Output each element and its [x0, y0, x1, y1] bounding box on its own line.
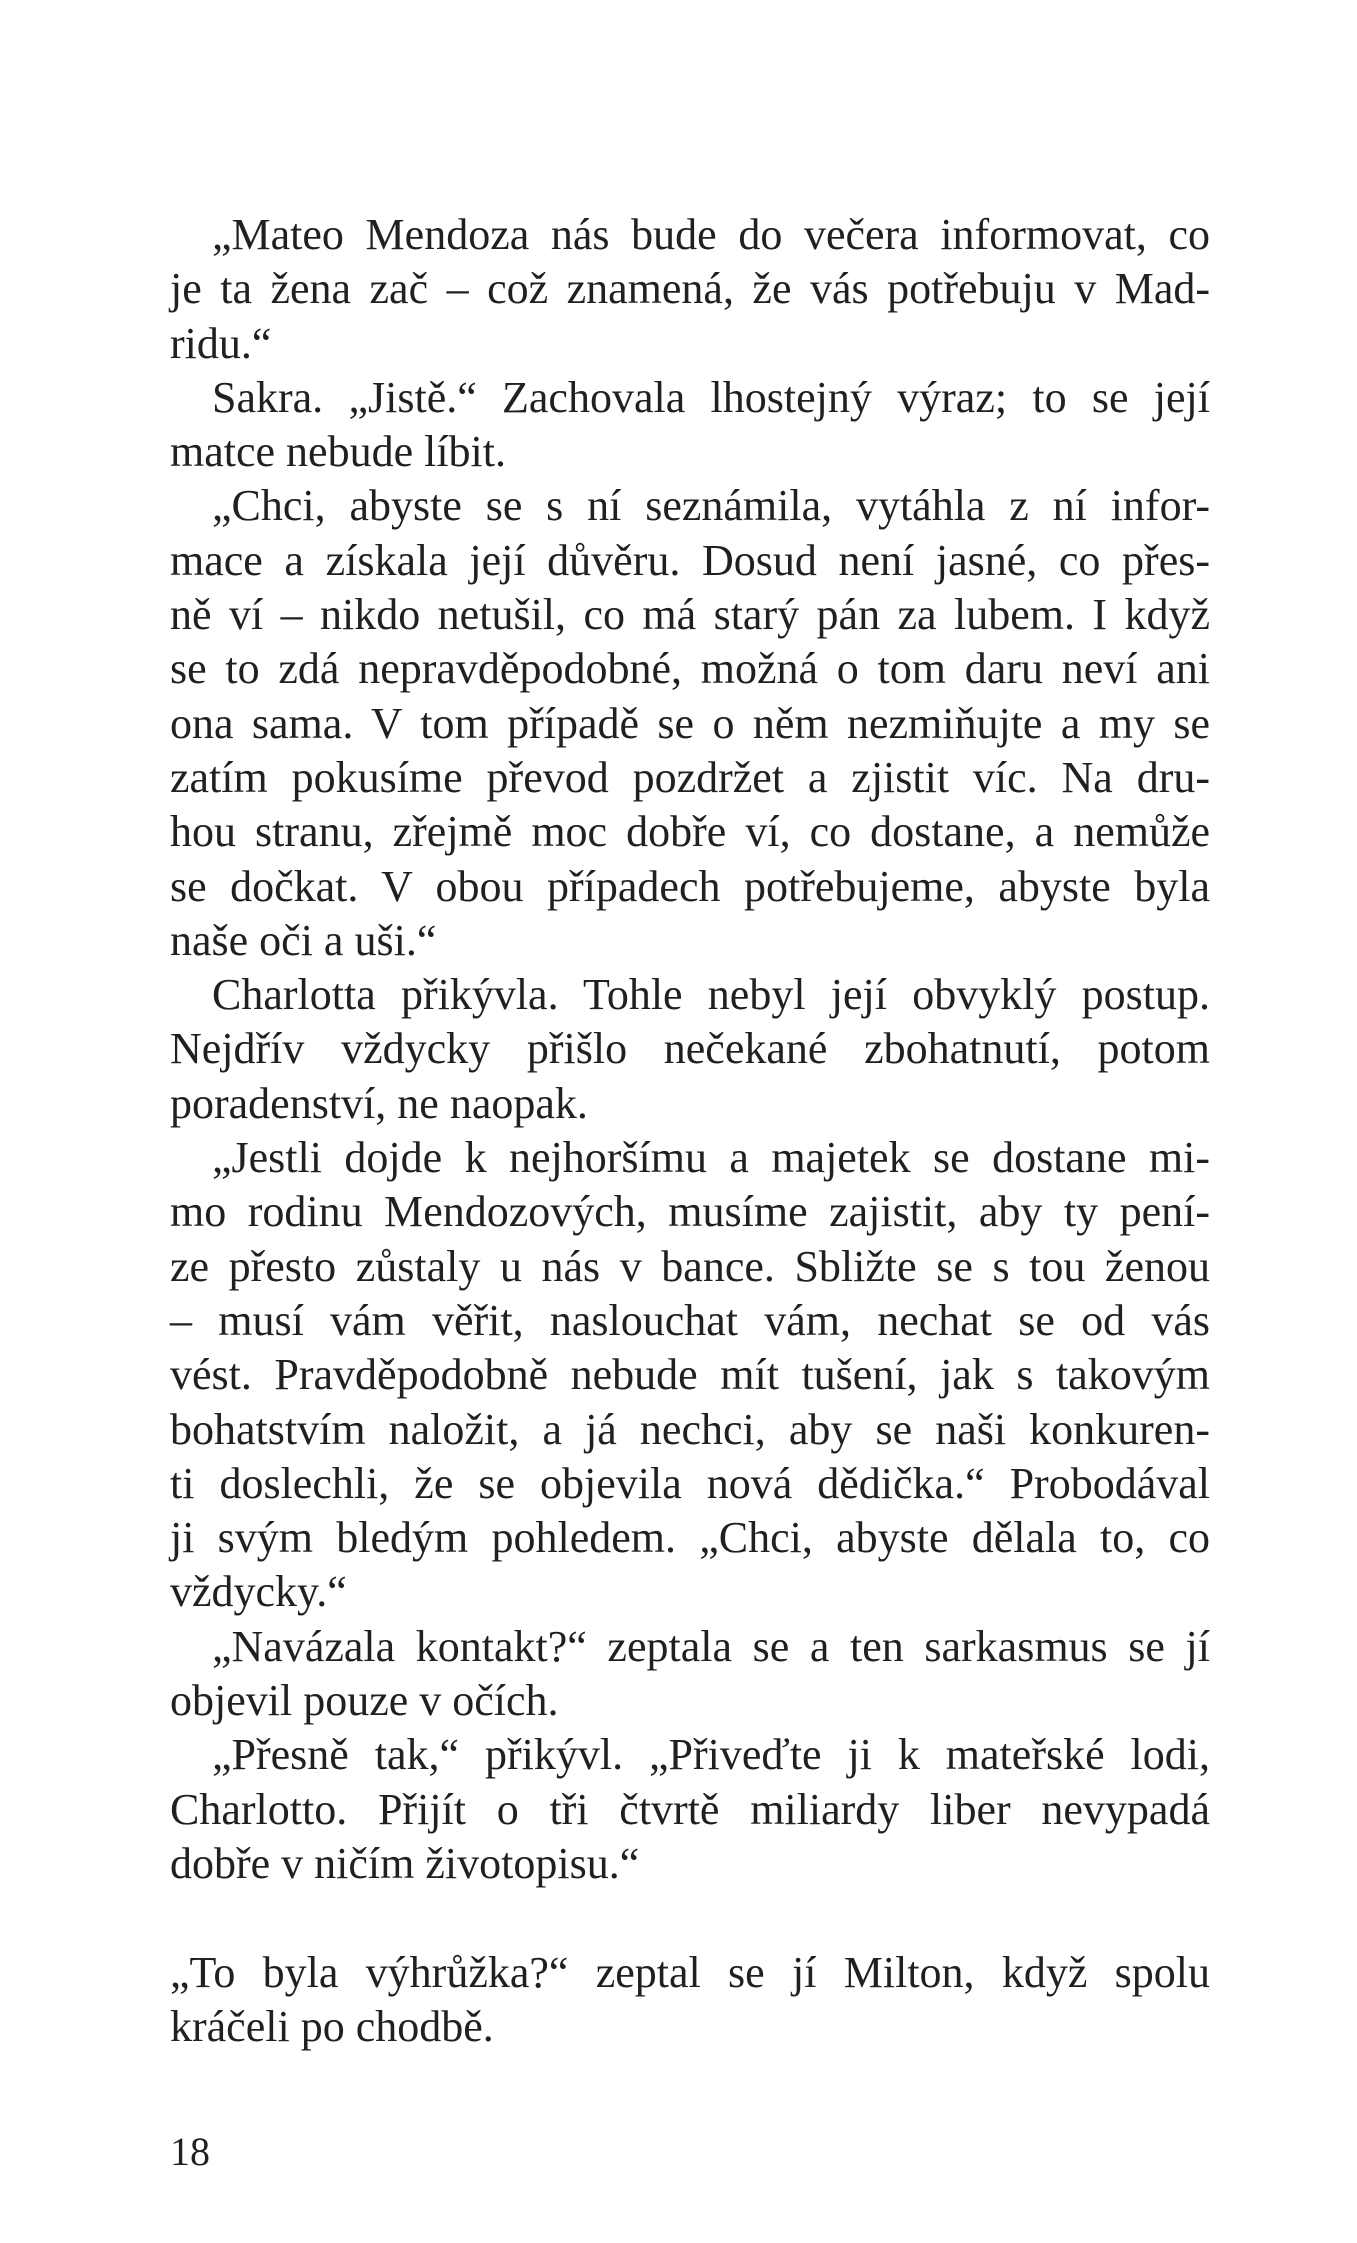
text-line: Sakra. „Jistě.“ Zachovala lhostejný výraz; to se její — [212, 372, 1210, 422]
section-break — [170, 1891, 1210, 1945]
text-line: ně ví – nikdo netušil, co má starý pán za lubem. I když — [170, 590, 1210, 640]
text-line: matce nebude líbit. — [170, 427, 506, 477]
text-line: mace a získala její důvěru. Dosud není jasné, co přes- — [170, 535, 1210, 585]
text-line: „Navázala kontakt?“ zeptala se a ten sarkasmus se jí — [212, 1621, 1210, 1671]
text-line: vždycky.“ — [170, 1567, 347, 1617]
page-number: 18 — [170, 2129, 210, 2174]
text-line: ona sama. V tom případě se o něm nezmiňujte a my se — [170, 698, 1210, 748]
text-line: – musí vám věřit, naslouchat vám, nechat se od vás — [170, 1295, 1210, 1345]
text-line: ti doslechli, že se objevila nová dědička.“ Probodával — [170, 1458, 1210, 1508]
text-line: naše oči a uši.“ — [170, 915, 437, 965]
text-line: Nejdřív vždycky přišlo nečekané zbohatnutí, potom — [170, 1024, 1210, 1074]
text-line: „Chci, abyste se s ní seznámila, vytáhla z ní infor- — [212, 481, 1210, 531]
text-line: „Mateo Mendoza nás bude do večera informovat, co — [212, 210, 1210, 259]
text-line: „To byla výhrůžka?“ zeptal se jí Milton, když spolu — [170, 1947, 1210, 1997]
text-line: objevil pouze v očích. — [170, 1676, 559, 1726]
text-line: je ta žena zač – což znamená, že vás potřebuju v Mad- — [170, 264, 1210, 314]
text-line: vést. Pravděpodobně nebude mít tušení, jak s takovým — [170, 1350, 1210, 1400]
text-line: kráčeli po chodbě. — [170, 2001, 494, 2051]
text-line: mo rodinu Mendozových, musíme zajistit, aby ty pení- — [170, 1187, 1210, 1237]
text-line: „Přesně tak,“ přikývl. „Přiveďte ji k mateřské lodi, — [212, 1730, 1210, 1780]
text-line: se dočkat. V obou případech potřebujeme, abyste byla — [170, 861, 1210, 911]
body-text — [170, 208, 1210, 2054]
text-line: hou stranu, zřejmě moc dobře ví, co dostane, a nemůže — [170, 807, 1210, 857]
text-line: Charlotto. Přijít o tři čtvrtě miliardy liber nevypadá — [170, 1784, 1210, 1834]
text-line: ji svým bledým pohledem. „Chci, abyste dělala to, co — [170, 1513, 1210, 1563]
text-line: poradenství, ne naopak. — [170, 1078, 588, 1128]
text-line: bohatstvím naložit, a já nechci, aby se naši konkuren- — [170, 1404, 1210, 1454]
text-line: „Jestli dojde k nejhoršímu a majetek se dostane mi- — [212, 1133, 1210, 1183]
text-line: dobře v ničím životopisu.“ — [170, 1838, 640, 1888]
text-line: se to zdá nepravděpodobné, možná o tom daru neví ani — [170, 644, 1210, 694]
text-line: Charlotta přikývla. Tohle nebyl její obvyklý postup. — [212, 970, 1210, 1020]
text-line: ze přesto zůstaly u nás v bance. Sbližte se s tou ženou — [170, 1241, 1210, 1291]
text-line: ridu.“ — [170, 318, 272, 368]
text-line: zatím pokusíme převod pozdržet a zjistit víc. Na dru- — [170, 752, 1210, 802]
